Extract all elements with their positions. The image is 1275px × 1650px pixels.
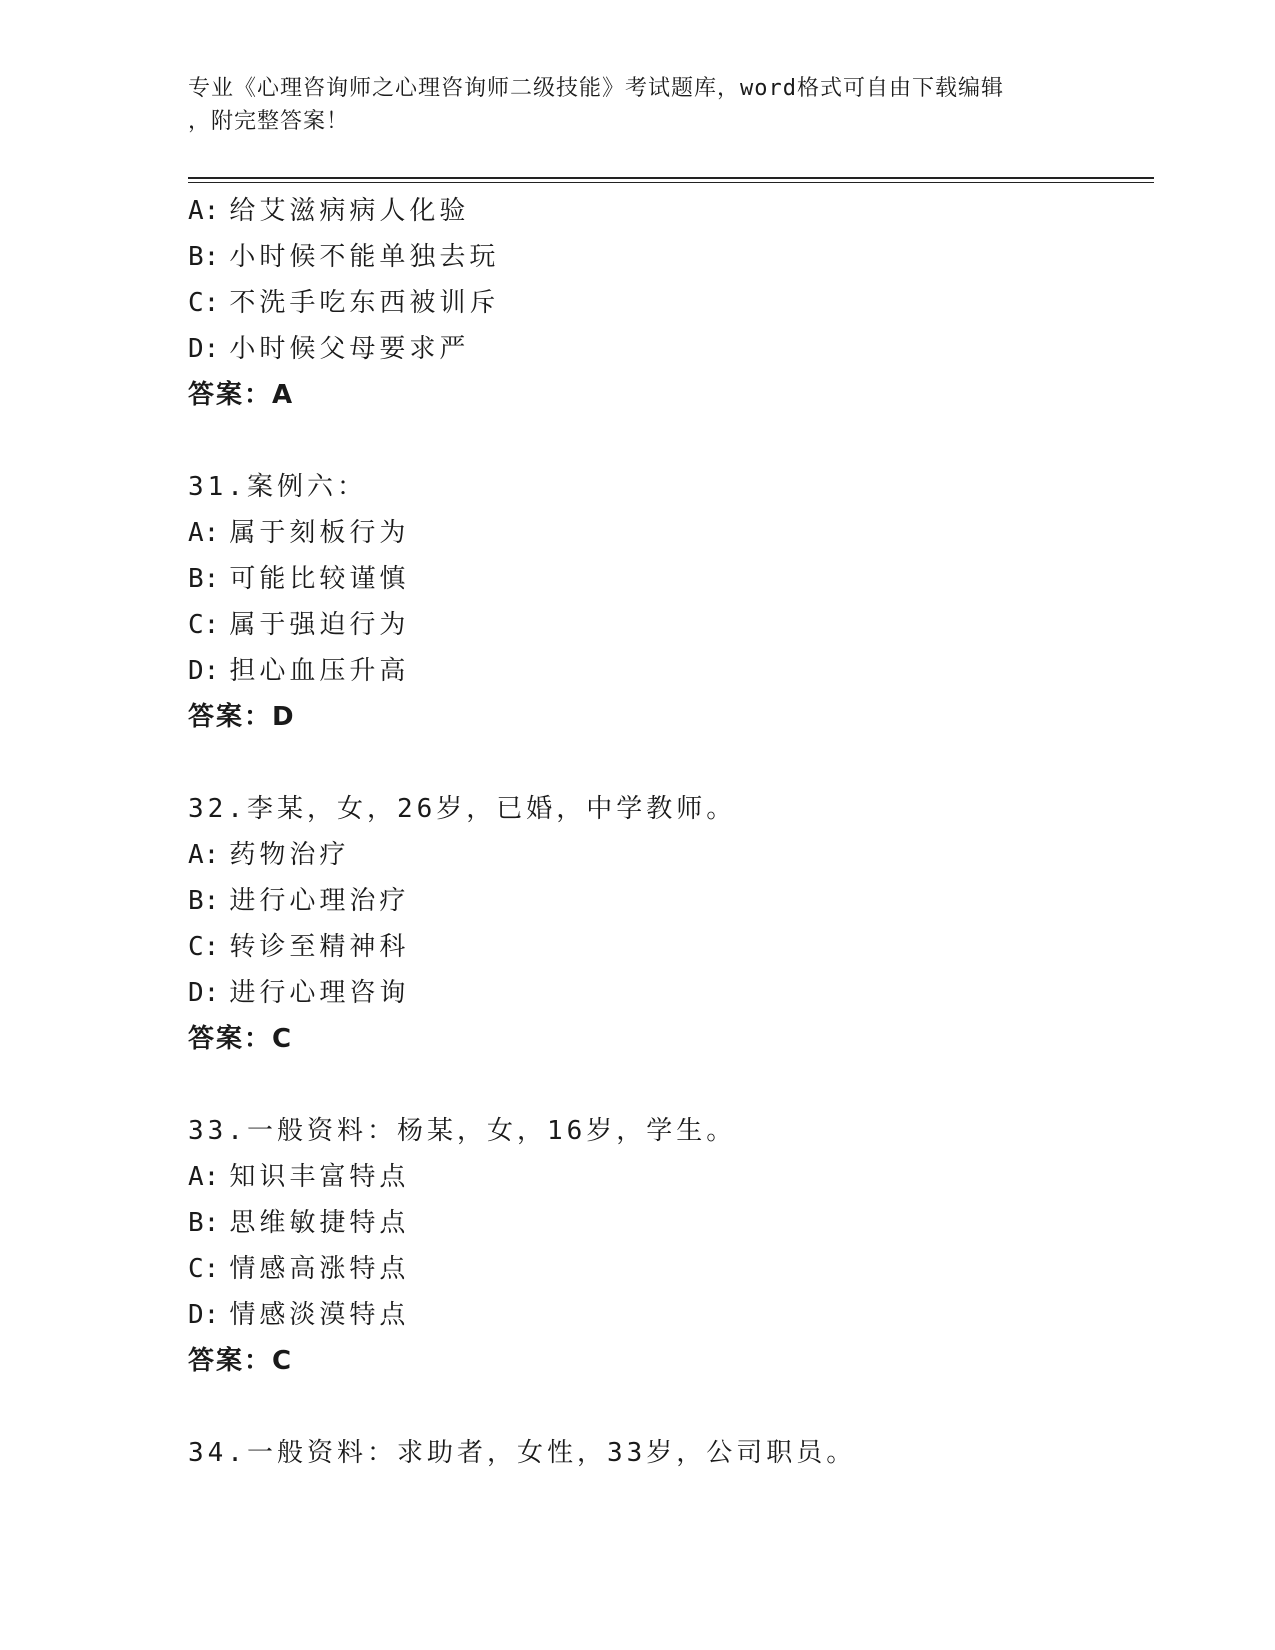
option-row: [188, 1246, 1148, 1292]
answer-line: 答案：C: [188, 1346, 294, 1376]
option-text: 知识丰富特点: [229, 1162, 410, 1192]
option-letter: A:: [188, 840, 220, 870]
option-text: 属于刻板行为: [229, 518, 410, 548]
question-title: 33.一般资料：杨某，女，16岁，学生。: [188, 1116, 737, 1146]
header-line-2: ，附完整答案！: [188, 109, 350, 134]
option-row: [188, 280, 1148, 326]
question-block: [188, 188, 1148, 418]
option-letter: B:: [188, 886, 220, 916]
option-letter: B:: [188, 564, 220, 594]
option-letter: D:: [188, 1300, 220, 1330]
option-text: 药物治疗: [229, 840, 350, 870]
option-row: [188, 924, 1148, 970]
option-letter: C:: [188, 610, 220, 640]
question-block: [188, 786, 1148, 1062]
header-divider-thick: [188, 177, 1154, 179]
answer-line: 答案：A: [188, 380, 295, 410]
option-letter: C:: [188, 1254, 220, 1284]
option-letter: A:: [188, 518, 220, 548]
option-text: 思维敏捷特点: [229, 1208, 410, 1238]
option-row: [188, 1292, 1148, 1338]
option-row: [188, 188, 1148, 234]
spacer: [188, 1062, 1148, 1108]
option-row: [188, 1200, 1148, 1246]
option-text: 转诊至精神科: [229, 932, 410, 962]
spacer: [188, 418, 1148, 464]
option-row: [188, 602, 1148, 648]
option-text: 小时候不能单独去玩: [229, 242, 500, 272]
answer-line: 答案：D: [188, 702, 296, 732]
option-text: 给艾滋病病人化验: [229, 196, 470, 226]
option-letter: C:: [188, 288, 220, 318]
option-text: 可能比较谨慎: [229, 564, 410, 594]
option-text: 情感高涨特点: [229, 1254, 410, 1284]
option-text: 进行心理咨询: [229, 978, 410, 1008]
option-letter: A:: [188, 1162, 220, 1192]
option-text: 不洗手吃东西被训斥: [229, 288, 500, 318]
question-list: [188, 188, 1148, 1476]
option-text: 情感淡漠特点: [229, 1300, 410, 1330]
question-title: 32.李某，女，26岁，已婚，中学教师。: [188, 794, 737, 824]
option-row: [188, 1154, 1148, 1200]
question-block: [188, 1430, 1148, 1476]
question-block: [188, 464, 1148, 740]
spacer: [188, 740, 1148, 786]
option-row: [188, 510, 1148, 556]
answer-line: 答案：C: [188, 1024, 294, 1054]
option-letter: A:: [188, 196, 220, 226]
option-text: 属于强迫行为: [229, 610, 410, 640]
option-row: [188, 556, 1148, 602]
document-header: [188, 72, 1088, 138]
option-row: [188, 970, 1148, 1016]
option-letter: B:: [188, 242, 220, 272]
header-divider-thin: [188, 182, 1154, 183]
option-row: [188, 234, 1148, 280]
option-letter: D:: [188, 978, 220, 1008]
option-text: 小时候父母要求严: [229, 334, 470, 364]
question-title: 31.案例六：: [188, 472, 367, 502]
option-text: 进行心理治疗: [229, 886, 410, 916]
option-text: 担心血压升高: [229, 656, 410, 686]
option-row: [188, 648, 1148, 694]
option-letter: C:: [188, 932, 220, 962]
question-block: [188, 1108, 1148, 1384]
option-row: [188, 832, 1148, 878]
option-letter: D:: [188, 334, 220, 364]
spacer: [188, 1384, 1148, 1430]
option-letter: B:: [188, 1208, 220, 1238]
option-row: [188, 878, 1148, 924]
option-row: [188, 326, 1148, 372]
question-title: 34.一般资料：求助者，女性，33岁，公司职员。: [188, 1438, 857, 1468]
header-line-1: 专业《心理咨询师之心理咨询师二级技能》考试题库，word格式可自由下载编辑: [188, 76, 1004, 101]
option-letter: D:: [188, 656, 220, 686]
